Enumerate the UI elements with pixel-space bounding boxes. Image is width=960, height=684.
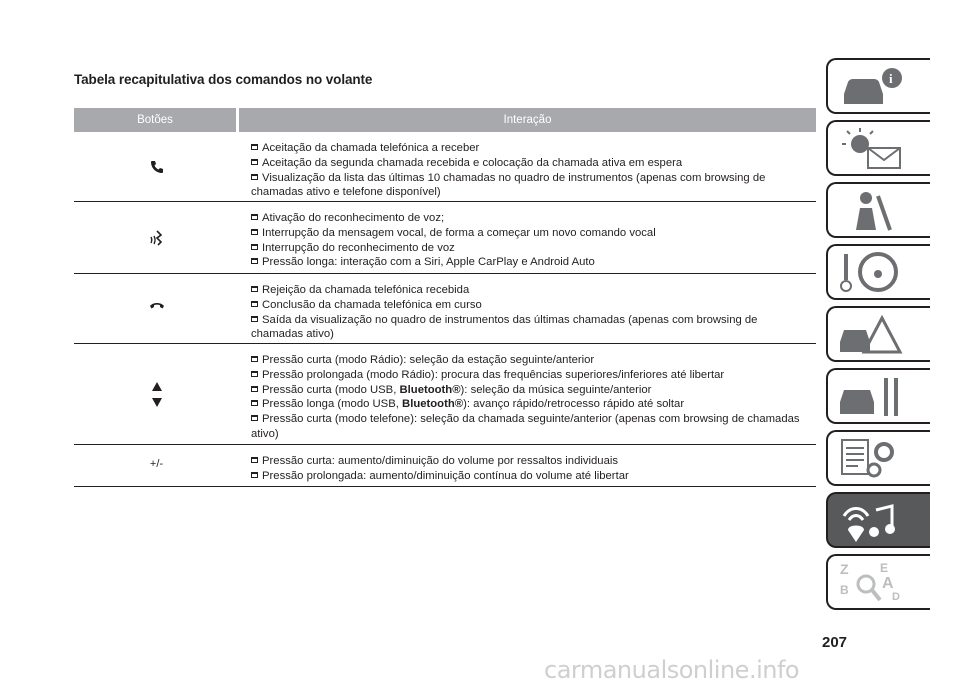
svg-text:A: A <box>882 575 894 592</box>
table-row <box>74 274 816 344</box>
table-header <box>74 108 816 132</box>
tab-safety[interactable] <box>826 182 930 238</box>
svg-text:E: E <box>880 561 889 575</box>
list-item: Pressão curta (modo telefone): seleção da chamada seguinte/anterior (apenas com browsing de chamadas ativo) <box>251 413 800 440</box>
commands-table <box>74 108 816 487</box>
bullet-icon <box>251 214 258 220</box>
key-cell <box>74 202 239 273</box>
desc-cell <box>239 445 816 486</box>
svg-text:Z: Z <box>840 561 849 577</box>
bullet-icon <box>251 301 258 307</box>
desc-cell <box>239 202 816 273</box>
header-interaction: Interação <box>239 108 816 132</box>
key-cell <box>74 344 239 444</box>
svg-text:i: i <box>889 71 893 86</box>
list-item: Conclusão da chamada telefónica em curso <box>251 298 806 313</box>
safety-airbag-icon <box>836 188 906 234</box>
alphabetical-index-icon <box>836 560 906 606</box>
bullet-icon <box>251 415 258 421</box>
multimedia-music-icon <box>836 498 906 544</box>
list-item: Aceitação da chamada telefónica a receber <box>251 141 806 156</box>
desc-cell <box>239 274 816 343</box>
technical-data-icon <box>836 436 906 482</box>
emergency-triangle-icon <box>836 312 906 358</box>
up-down-arrows-icon <box>151 381 163 409</box>
phone-accept-icon <box>149 159 165 175</box>
tab-emergency[interactable] <box>826 306 930 362</box>
watermark: carmanualsonline.info <box>544 656 800 684</box>
table-row <box>74 445 816 487</box>
tab-warning-lights[interactable] <box>826 120 930 176</box>
list-item: Pressão curta (modo Rádio): seleção da estação seguinte/anterior <box>251 353 806 368</box>
key-cell <box>74 132 239 201</box>
list-item: Saída da visualização no quadro de instrumentos das últimas chamadas (apenas com browsing de chamadas ativo) <box>251 313 758 341</box>
table-row <box>74 132 816 202</box>
header-buttons: Botões <box>74 108 236 132</box>
tab-multimedia[interactable] <box>826 492 930 548</box>
bullet-icon <box>251 159 258 165</box>
steering-wheel-key-icon <box>836 250 906 296</box>
phone-hangup-icon <box>149 300 165 310</box>
tab-technical-data[interactable] <box>826 430 930 486</box>
bullet-icon <box>251 457 258 463</box>
warning-lights-icon <box>836 126 906 172</box>
bullet-icon <box>251 371 258 377</box>
list-item: Rejeição da chamada telefónica recebida <box>251 283 806 298</box>
car-info-icon <box>836 64 906 110</box>
list-item: Interrupção do reconhecimento de voz <box>251 241 806 256</box>
bullet-icon <box>251 258 258 264</box>
list-item: Pressão longa: interação com a Siri, Apple CarPlay e Android Auto <box>251 255 806 270</box>
bullet-icon <box>251 144 258 150</box>
desc-cell <box>239 132 816 201</box>
tab-starting-driving[interactable] <box>826 244 930 300</box>
key-cell <box>74 445 239 486</box>
list-item: Pressão curta: aumento/diminuição do volume por ressaltos individuais <box>251 454 806 469</box>
bullet-icon <box>251 386 258 392</box>
list-item: Pressão curta (modo USB, Bluetooth®): seleção da música seguinte/anterior <box>251 383 806 398</box>
list-item: Pressão longa (modo USB, Bluetooth®): avanço rápido/retrocesso rápido até soltar <box>251 397 806 412</box>
voice-command-icon <box>149 230 165 246</box>
svg-text:B: B <box>840 583 849 597</box>
list-item: Interrupção da mensagem vocal, de forma a começar um novo comando vocal <box>251 226 806 241</box>
svg-text:D: D <box>892 591 900 603</box>
page-number: 207 <box>822 634 848 651</box>
list-item: Pressão prolongada: aumento/diminuição contínua do volume até libertar <box>251 469 806 484</box>
bullet-icon <box>251 316 258 322</box>
tab-maintenance[interactable] <box>826 368 930 424</box>
car-maintenance-icon <box>836 374 906 420</box>
list-item: Visualização da lista das últimas 10 chamadas no quadro de instrumentos (apenas com browsing de chamadas ativo e telefone disponível) <box>251 171 766 199</box>
bullet-icon <box>251 229 258 235</box>
table-row <box>74 202 816 274</box>
page-title: Tabela recapitulativa dos comandos no volante <box>74 72 373 87</box>
list-item: Aceitação da segunda chamada recebida e colocação da chamada ativa em espera <box>251 156 806 171</box>
desc-cell <box>239 344 816 444</box>
tab-index[interactable] <box>826 554 930 610</box>
list-item: Ativação do reconhecimento de voz; <box>251 211 806 226</box>
bullet-icon <box>251 174 258 180</box>
bullet-icon <box>251 400 258 406</box>
list-item: Pressão prolongada (modo Rádio): procura das frequências superiores/inferiores até libertar <box>251 368 806 383</box>
bullet-icon <box>251 244 258 250</box>
bullet-icon <box>251 286 258 292</box>
tab-car-info[interactable] <box>826 58 930 114</box>
key-cell <box>74 274 239 343</box>
bullet-icon <box>251 356 258 362</box>
volume-key-label: +/- <box>149 458 164 470</box>
bullet-icon <box>251 472 258 478</box>
table-row <box>74 344 816 445</box>
